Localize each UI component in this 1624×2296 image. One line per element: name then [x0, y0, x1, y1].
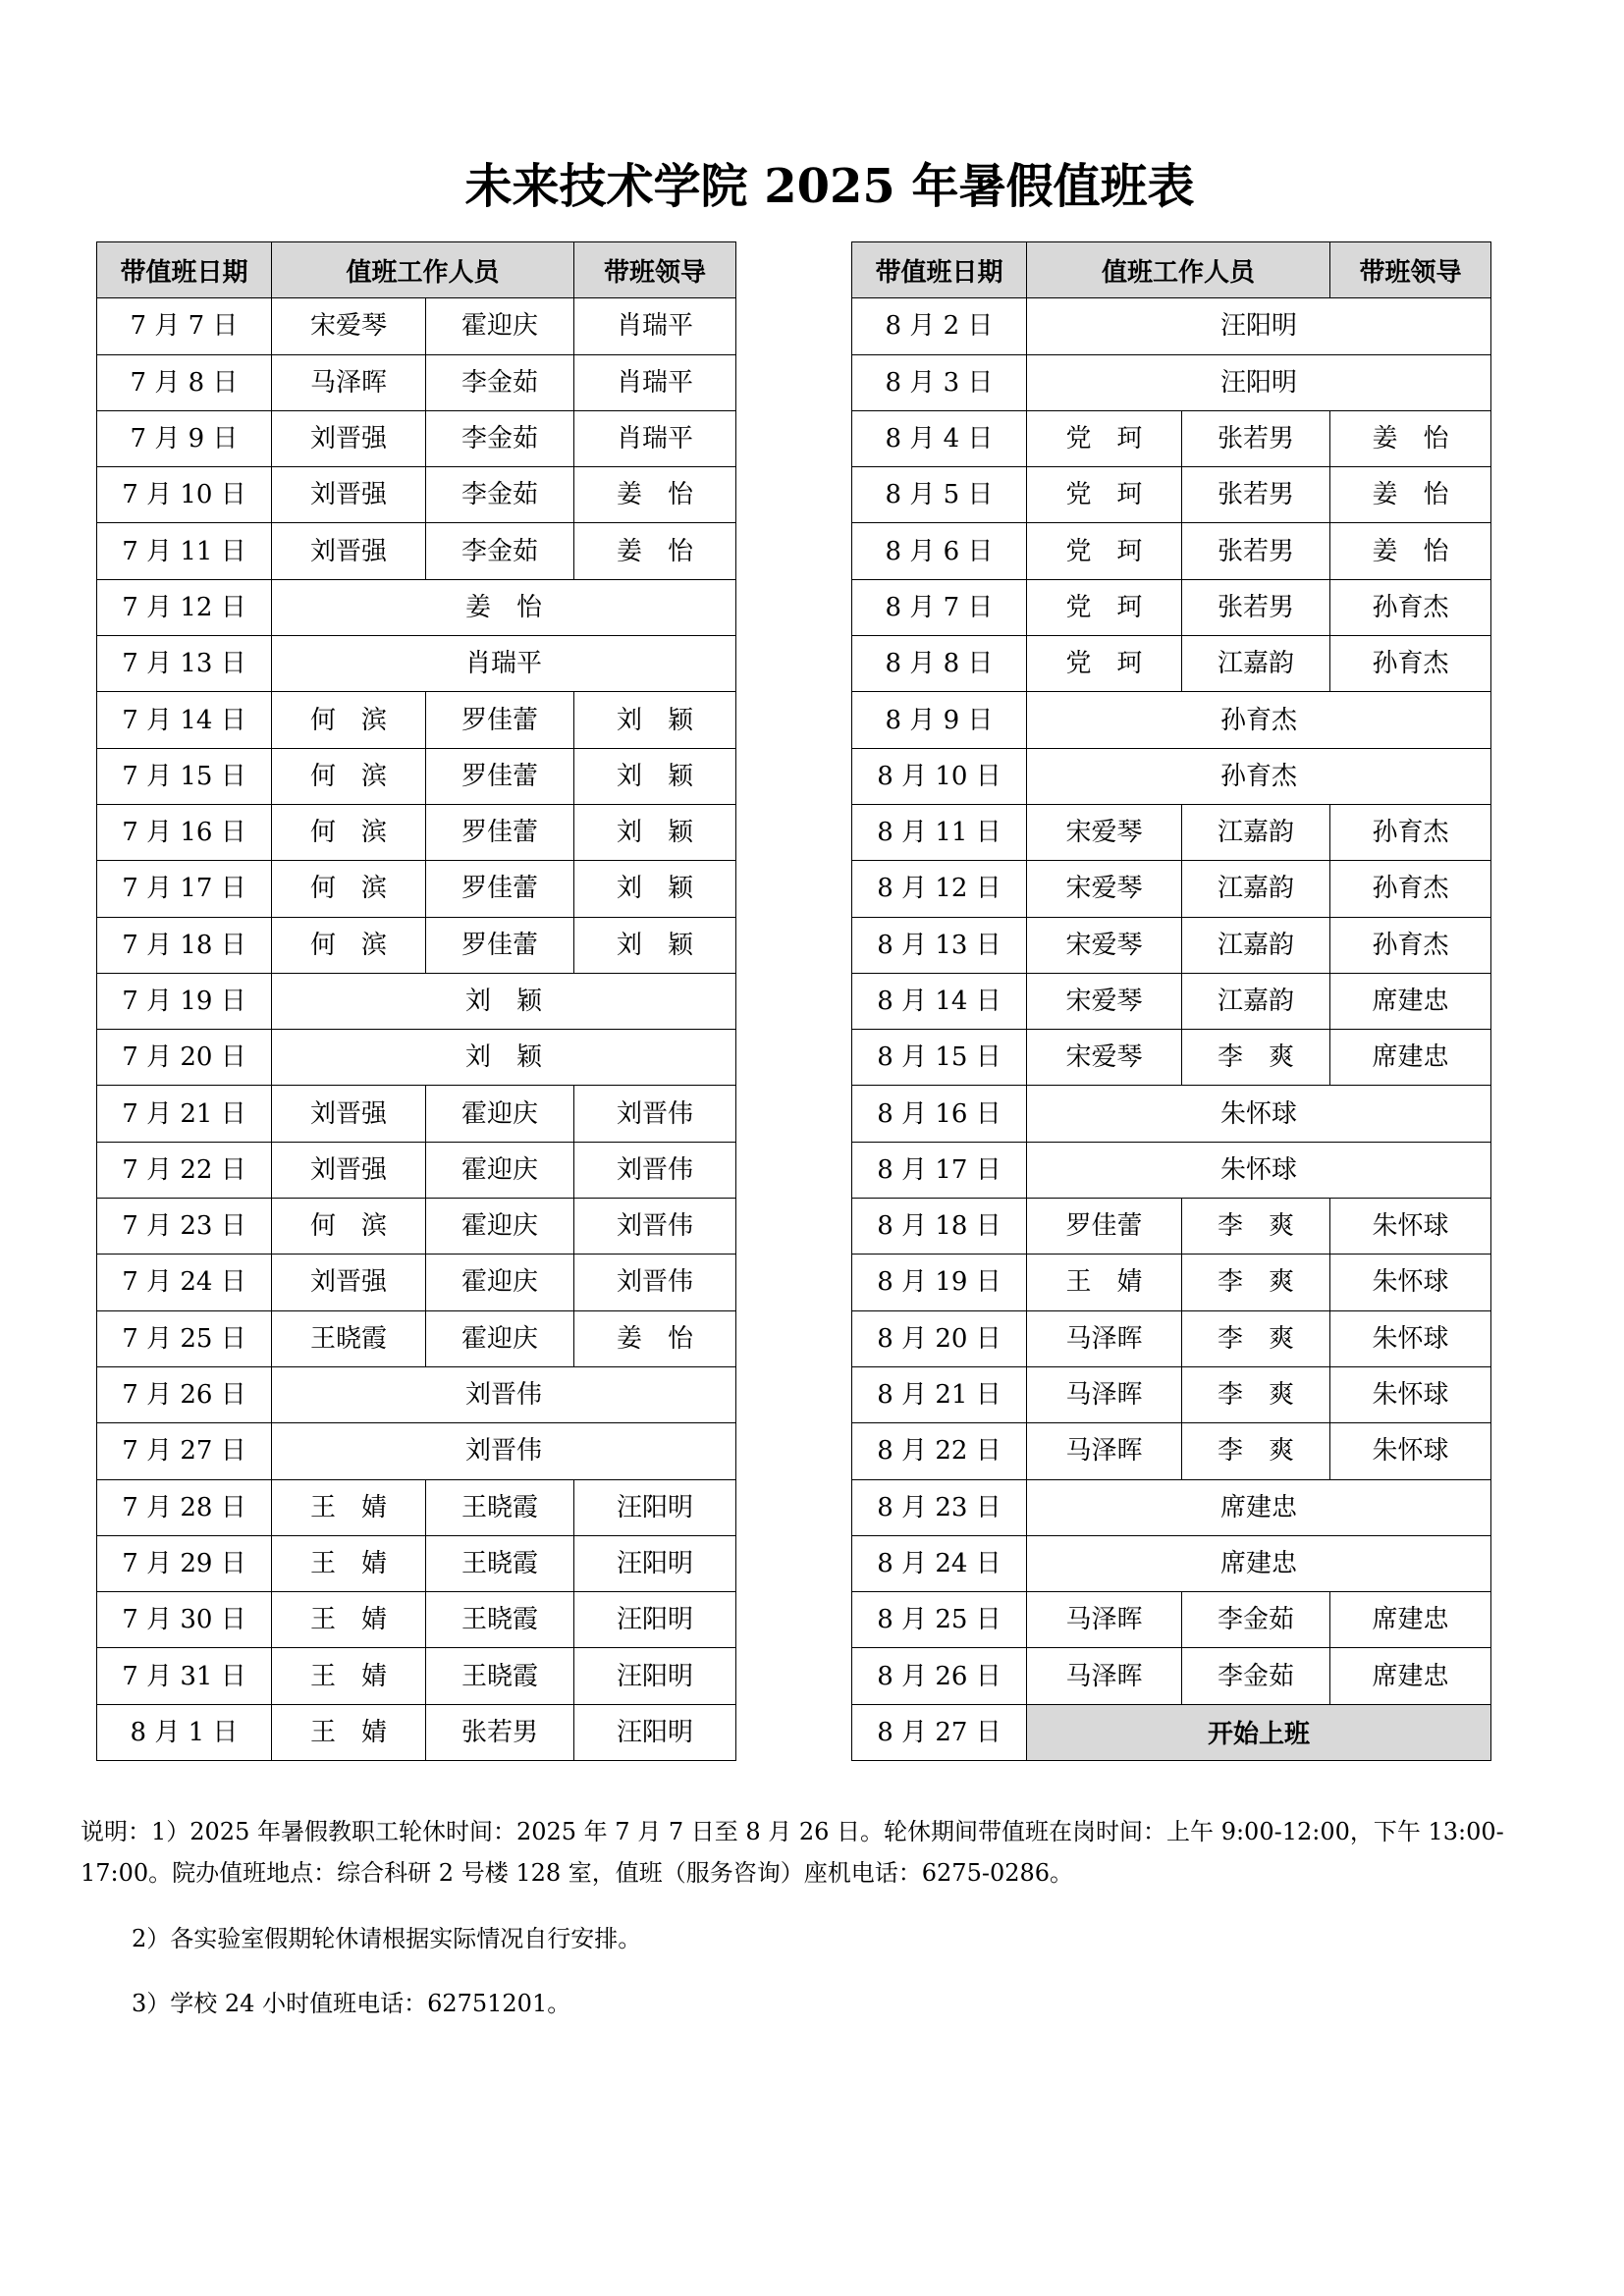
schedule-row	[97, 354, 736, 410]
staff-cell: 张若男	[426, 1704, 574, 1760]
schedule-row	[852, 917, 1491, 973]
leader-cell: 刘晋伟	[574, 1086, 736, 1142]
schedule-row	[97, 973, 736, 1029]
date-cell: 8 月 27 日	[852, 1704, 1027, 1760]
merged-duty-cell: 孙育杰	[1027, 748, 1491, 804]
date-cell: 8 月 21 日	[852, 1366, 1027, 1422]
date-cell: 7 月 28 日	[97, 1479, 272, 1535]
staff-cell: 党 珂	[1027, 523, 1182, 579]
leader-cell: 姜 怡	[1330, 467, 1491, 523]
schedule-row	[97, 467, 736, 523]
date-cell: 8 月 17 日	[852, 1142, 1027, 1198]
date-cell: 8 月 8 日	[852, 636, 1027, 692]
header-staff: 值班工作人员	[272, 242, 574, 298]
schedule-row	[97, 1535, 736, 1591]
merged-duty-cell: 朱怀球	[1027, 1086, 1491, 1142]
leader-cell: 肖瑞平	[574, 354, 736, 410]
leader-cell: 姜 怡	[1330, 410, 1491, 466]
staff-cell: 江嘉韵	[1182, 917, 1330, 973]
date-cell: 8 月 14 日	[852, 973, 1027, 1029]
leader-cell: 席建忠	[1330, 1030, 1491, 1086]
merged-duty-cell: 肖瑞平	[272, 636, 736, 692]
date-cell: 7 月 17 日	[97, 861, 272, 917]
leader-cell: 刘 颖	[574, 917, 736, 973]
staff-cell: 宋爱琴	[272, 298, 426, 354]
staff-cell: 李金茹	[1182, 1592, 1330, 1648]
staff-cell: 李 爽	[1182, 1255, 1330, 1310]
schedule-row	[852, 861, 1491, 917]
schedule-row	[97, 1366, 736, 1422]
header-staff: 值班工作人员	[1027, 242, 1330, 298]
date-cell: 7 月 31 日	[97, 1648, 272, 1704]
staff-cell: 李金茹	[426, 354, 574, 410]
schedule-row	[852, 1366, 1491, 1422]
leader-cell: 孙育杰	[1330, 917, 1491, 973]
staff-cell: 党 珂	[1027, 636, 1182, 692]
leader-cell: 刘晋伟	[574, 1199, 736, 1255]
date-cell: 8 月 5 日	[852, 467, 1027, 523]
schedule-row	[97, 1648, 736, 1704]
date-cell: 8 月 25 日	[852, 1592, 1027, 1648]
leader-cell: 席建忠	[1330, 1592, 1491, 1648]
date-cell: 7 月 24 日	[97, 1255, 272, 1310]
schedule-row	[97, 410, 736, 466]
note-item-3: 3）学校 24 小时值班电话：62751201。	[132, 1990, 571, 2017]
note-item-2: 2）各实验室假期轮休请根据实际情况自行安排。	[132, 1925, 642, 1952]
date-cell: 8 月 6 日	[852, 523, 1027, 579]
date-cell: 8 月 20 日	[852, 1310, 1027, 1366]
staff-cell: 李 爽	[1182, 1199, 1330, 1255]
schedule-row	[852, 523, 1491, 579]
staff-cell: 刘晋强	[272, 467, 426, 523]
page-title: 未来技术学院 2025 年暑假值班表	[464, 159, 1195, 214]
leader-cell: 朱怀球	[1330, 1366, 1491, 1422]
staff-cell: 李金茹	[426, 467, 574, 523]
leader-cell: 朱怀球	[1330, 1255, 1491, 1310]
schedule-row	[852, 1592, 1491, 1648]
staff-cell: 刘晋强	[272, 523, 426, 579]
staff-cell: 霍迎庆	[426, 298, 574, 354]
schedule-row	[852, 1086, 1491, 1142]
schedule-row	[97, 692, 736, 748]
schedule-table-august	[851, 241, 1491, 1761]
leader-cell: 席建忠	[1330, 973, 1491, 1029]
merged-duty-cell: 刘晋伟	[272, 1366, 736, 1422]
staff-cell: 何 滨	[272, 1199, 426, 1255]
merged-duty-cell: 汪阳明	[1027, 298, 1491, 354]
staff-cell: 李金茹	[1182, 1648, 1330, 1704]
leader-cell: 孙育杰	[1330, 861, 1491, 917]
staff-cell: 李 爽	[1182, 1310, 1330, 1366]
date-cell: 7 月 23 日	[97, 1199, 272, 1255]
schedule-row	[852, 1199, 1491, 1255]
leader-cell: 肖瑞平	[574, 410, 736, 466]
staff-cell: 江嘉韵	[1182, 861, 1330, 917]
leader-cell: 刘 颖	[574, 692, 736, 748]
staff-cell: 王晓霞	[426, 1648, 574, 1704]
leader-cell: 姜 怡	[1330, 523, 1491, 579]
staff-cell: 罗佳蕾	[1027, 1199, 1182, 1255]
schedule-row	[852, 1255, 1491, 1310]
staff-cell: 张若男	[1182, 467, 1330, 523]
staff-cell: 李金茹	[426, 410, 574, 466]
merged-duty-cell: 姜 怡	[272, 579, 736, 635]
date-cell: 8 月 3 日	[852, 354, 1027, 410]
schedule-row	[97, 1086, 736, 1142]
schedule-row	[97, 1310, 736, 1366]
note-item-1: 说明：1）2025 年暑假教职工轮休时间：2025 年 7 月 7 日至 8 月 26 日。轮休期间带值班在岗时间：上午 9:00-12:00，下午 13:00-17:00。院办值班地点：综合科研 2 号楼 128 室，值班（服务咨询）座机电话：6275-0286。	[81, 1818, 1504, 1887]
date-cell: 8 月 19 日	[852, 1255, 1027, 1310]
date-cell: 8 月 7 日	[852, 579, 1027, 635]
schedule-row	[852, 467, 1491, 523]
merged-duty-cell: 席建忠	[1027, 1479, 1491, 1535]
date-cell: 8 月 23 日	[852, 1479, 1027, 1535]
schedule-row	[97, 1704, 736, 1760]
date-cell: 8 月 13 日	[852, 917, 1027, 973]
header-date: 带值班日期	[97, 242, 272, 298]
date-cell: 7 月 16 日	[97, 804, 272, 860]
merged-duty-cell: 刘 颖	[272, 973, 736, 1029]
leader-cell: 姜 怡	[574, 467, 736, 523]
leader-cell: 汪阳明	[574, 1592, 736, 1648]
date-cell: 8 月 22 日	[852, 1423, 1027, 1479]
schedule-row	[852, 804, 1491, 860]
staff-cell: 霍迎庆	[426, 1310, 574, 1366]
schedule-row	[97, 298, 736, 354]
date-cell: 7 月 27 日	[97, 1423, 272, 1479]
date-cell: 7 月 8 日	[97, 354, 272, 410]
date-cell: 7 月 20 日	[97, 1030, 272, 1086]
staff-cell: 王 婧	[272, 1535, 426, 1591]
schedule-row	[852, 1142, 1491, 1198]
staff-cell: 江嘉韵	[1182, 973, 1330, 1029]
date-cell: 7 月 30 日	[97, 1592, 272, 1648]
staff-cell: 罗佳蕾	[426, 748, 574, 804]
staff-cell: 刘晋强	[272, 1255, 426, 1310]
schedule-row	[97, 1423, 736, 1479]
schedule-row	[852, 973, 1491, 1029]
schedule-row	[852, 1310, 1491, 1366]
date-cell: 7 月 15 日	[97, 748, 272, 804]
date-cell: 7 月 22 日	[97, 1142, 272, 1198]
date-cell: 7 月 21 日	[97, 1086, 272, 1142]
staff-cell: 李 爽	[1182, 1423, 1330, 1479]
staff-cell: 王晓霞	[426, 1535, 574, 1591]
staff-cell: 王 婧	[1027, 1255, 1182, 1310]
date-cell: 7 月 29 日	[97, 1535, 272, 1591]
staff-cell: 张若男	[1182, 579, 1330, 635]
schedule-row	[97, 1199, 736, 1255]
date-cell: 8 月 1 日	[97, 1704, 272, 1760]
date-cell: 8 月 10 日	[852, 748, 1027, 804]
header-leader: 带班领导	[1330, 242, 1491, 298]
leader-cell: 孙育杰	[1330, 804, 1491, 860]
schedule-row	[852, 579, 1491, 635]
staff-cell: 马泽晖	[272, 354, 426, 410]
leader-cell: 刘晋伟	[574, 1142, 736, 1198]
date-cell: 7 月 13 日	[97, 636, 272, 692]
date-cell: 8 月 11 日	[852, 804, 1027, 860]
staff-cell: 马泽晖	[1027, 1592, 1182, 1648]
staff-cell: 何 滨	[272, 804, 426, 860]
staff-cell: 霍迎庆	[426, 1142, 574, 1198]
merged-duty-cell: 开始上班	[1027, 1704, 1491, 1760]
date-cell: 7 月 26 日	[97, 1366, 272, 1422]
leader-cell: 汪阳明	[574, 1648, 736, 1704]
merged-duty-cell: 席建忠	[1027, 1535, 1491, 1591]
schedule-row	[97, 579, 736, 635]
leader-cell: 汪阳明	[574, 1704, 736, 1760]
date-cell: 7 月 12 日	[97, 579, 272, 635]
schedule-row	[97, 523, 736, 579]
staff-cell: 刘晋强	[272, 410, 426, 466]
leader-cell: 刘 颖	[574, 861, 736, 917]
merged-duty-cell: 朱怀球	[1027, 1142, 1491, 1198]
schedule-body-august	[852, 298, 1491, 1761]
schedule-row	[97, 1479, 736, 1535]
header-row	[852, 242, 1491, 298]
schedule-row	[852, 1423, 1491, 1479]
staff-cell: 王 婧	[272, 1704, 426, 1760]
date-cell: 8 月 26 日	[852, 1648, 1027, 1704]
staff-cell: 李金茹	[426, 523, 574, 579]
schedule-row	[97, 748, 736, 804]
leader-cell: 刘 颖	[574, 804, 736, 860]
leader-cell: 孙育杰	[1330, 636, 1491, 692]
staff-cell: 宋爱琴	[1027, 973, 1182, 1029]
staff-cell: 李 爽	[1182, 1030, 1330, 1086]
schedule-row	[97, 1592, 736, 1648]
schedule-row	[852, 354, 1491, 410]
staff-cell: 江嘉韵	[1182, 636, 1330, 692]
staff-cell: 王晓霞	[426, 1592, 574, 1648]
date-cell: 8 月 2 日	[852, 298, 1027, 354]
schedule-row	[852, 636, 1491, 692]
staff-cell: 罗佳蕾	[426, 917, 574, 973]
schedule-body-july	[97, 298, 736, 1761]
schedule-row	[97, 636, 736, 692]
schedule-row	[852, 1648, 1491, 1704]
staff-cell: 宋爱琴	[1027, 861, 1182, 917]
staff-cell: 何 滨	[272, 861, 426, 917]
schedule-row	[852, 1030, 1491, 1086]
leader-cell: 姜 怡	[574, 523, 736, 579]
schedule-table-july	[96, 241, 736, 1761]
staff-cell: 马泽晖	[1027, 1310, 1182, 1366]
staff-cell: 霍迎庆	[426, 1255, 574, 1310]
schedule-row	[97, 804, 736, 860]
staff-cell: 刘晋强	[272, 1086, 426, 1142]
schedule-row	[852, 1479, 1491, 1535]
date-cell: 7 月 25 日	[97, 1310, 272, 1366]
schedule-row	[97, 861, 736, 917]
staff-cell: 王晓霞	[272, 1310, 426, 1366]
leader-cell: 肖瑞平	[574, 298, 736, 354]
leader-cell: 刘 颖	[574, 748, 736, 804]
date-cell: 8 月 9 日	[852, 692, 1027, 748]
staff-cell: 罗佳蕾	[426, 692, 574, 748]
schedule-row	[852, 748, 1491, 804]
merged-duty-cell: 汪阳明	[1027, 354, 1491, 410]
staff-cell: 罗佳蕾	[426, 861, 574, 917]
date-cell: 8 月 18 日	[852, 1199, 1027, 1255]
date-cell: 7 月 18 日	[97, 917, 272, 973]
staff-cell: 王 婧	[272, 1648, 426, 1704]
date-cell: 7 月 9 日	[97, 410, 272, 466]
date-cell: 7 月 14 日	[97, 692, 272, 748]
schedule-row	[97, 1255, 736, 1310]
staff-cell: 马泽晖	[1027, 1366, 1182, 1422]
schedule-row	[852, 1535, 1491, 1591]
staff-cell: 张若男	[1182, 410, 1330, 466]
staff-cell: 马泽晖	[1027, 1423, 1182, 1479]
staff-cell: 何 滨	[272, 917, 426, 973]
schedule-row	[852, 410, 1491, 466]
staff-cell: 马泽晖	[1027, 1648, 1182, 1704]
date-cell: 7 月 11 日	[97, 523, 272, 579]
leader-cell: 朱怀球	[1330, 1199, 1491, 1255]
leader-cell: 席建忠	[1330, 1648, 1491, 1704]
date-cell: 7 月 19 日	[97, 973, 272, 1029]
date-cell: 8 月 4 日	[852, 410, 1027, 466]
staff-cell: 宋爱琴	[1027, 804, 1182, 860]
header-leader: 带班领导	[574, 242, 736, 298]
schedule-row	[97, 1030, 736, 1086]
date-cell: 8 月 16 日	[852, 1086, 1027, 1142]
staff-cell: 党 珂	[1027, 467, 1182, 523]
date-cell: 7 月 10 日	[97, 467, 272, 523]
staff-cell: 王 婧	[272, 1479, 426, 1535]
leader-cell: 朱怀球	[1330, 1423, 1491, 1479]
leader-cell: 孙育杰	[1330, 579, 1491, 635]
staff-cell: 罗佳蕾	[426, 804, 574, 860]
leader-cell: 朱怀球	[1330, 1310, 1491, 1366]
staff-cell: 王 婧	[272, 1592, 426, 1648]
leader-cell: 姜 怡	[574, 1310, 736, 1366]
staff-cell: 霍迎庆	[426, 1199, 574, 1255]
schedule-row	[97, 917, 736, 973]
staff-cell: 张若男	[1182, 523, 1330, 579]
staff-cell: 宋爱琴	[1027, 917, 1182, 973]
date-cell: 7 月 7 日	[97, 298, 272, 354]
staff-cell: 宋爱琴	[1027, 1030, 1182, 1086]
leader-cell: 汪阳明	[574, 1479, 736, 1535]
schedule-row	[852, 298, 1491, 354]
schedule-row	[97, 1142, 736, 1198]
schedule-row	[852, 1704, 1491, 1760]
leader-cell: 刘晋伟	[574, 1255, 736, 1310]
date-cell: 8 月 24 日	[852, 1535, 1027, 1591]
staff-cell: 霍迎庆	[426, 1086, 574, 1142]
header-date: 带值班日期	[852, 242, 1027, 298]
merged-duty-cell: 刘晋伟	[272, 1423, 736, 1479]
staff-cell: 党 珂	[1027, 410, 1182, 466]
header-row	[97, 242, 736, 298]
staff-cell: 江嘉韵	[1182, 804, 1330, 860]
staff-cell: 王晓霞	[426, 1479, 574, 1535]
schedule-row	[852, 692, 1491, 748]
date-cell: 8 月 15 日	[852, 1030, 1027, 1086]
merged-duty-cell: 刘 颖	[272, 1030, 736, 1086]
staff-cell: 何 滨	[272, 748, 426, 804]
merged-duty-cell: 孙育杰	[1027, 692, 1491, 748]
staff-cell: 何 滨	[272, 692, 426, 748]
leader-cell: 汪阳明	[574, 1535, 736, 1591]
staff-cell: 刘晋强	[272, 1142, 426, 1198]
staff-cell: 李 爽	[1182, 1366, 1330, 1422]
date-cell: 8 月 12 日	[852, 861, 1027, 917]
staff-cell: 党 珂	[1027, 579, 1182, 635]
